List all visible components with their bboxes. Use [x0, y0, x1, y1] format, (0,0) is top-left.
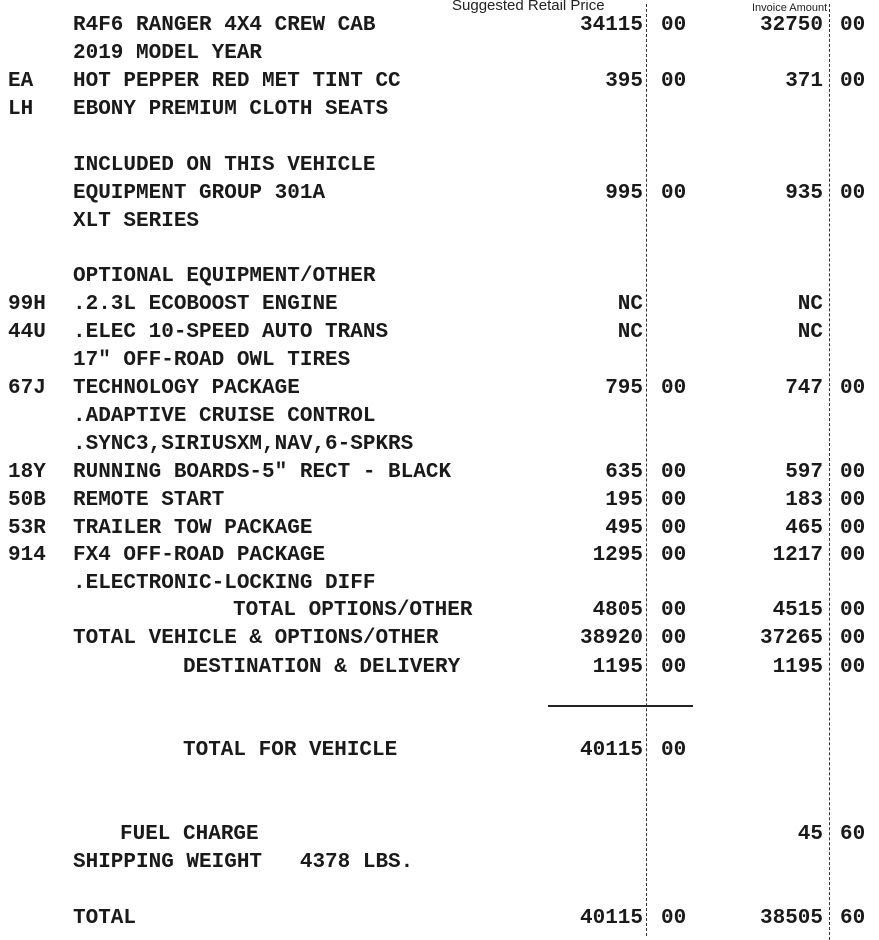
- shipping-weight-row: [0, 849, 879, 877]
- retail-cents: 00: [661, 544, 687, 567]
- line-item: [0, 459, 879, 487]
- item-description: EQUIPMENT GROUP 301A: [73, 182, 326, 205]
- line-item: [0, 68, 879, 96]
- item-description: RUNNING BOARDS-5" RECT - BLACK: [73, 461, 452, 484]
- option-code: 914: [8, 544, 46, 567]
- retail-price-header: Suggested Retail Price: [452, 0, 605, 14]
- invoice-dollars: 371: [785, 70, 823, 93]
- invoice-cents: 00: [840, 656, 866, 679]
- line-item: [0, 542, 879, 570]
- item-description: 17" OFF-ROAD OWL TIRES: [73, 349, 351, 372]
- line-item: [0, 515, 879, 543]
- line-item: [0, 375, 879, 403]
- retail-dollars: 4805: [592, 599, 643, 622]
- option-code: LH: [8, 98, 34, 121]
- retail-cents: 00: [661, 599, 687, 622]
- item-description: SHIPPING WEIGHT 4378 LBS.: [73, 851, 414, 874]
- retail-cents: 00: [661, 14, 687, 37]
- invoice-dollars: 747: [785, 377, 823, 400]
- invoice-cents: 00: [840, 461, 866, 484]
- item-description: TRAILER TOW PACKAGE: [73, 517, 313, 540]
- retail-cents: 00: [661, 517, 687, 540]
- retail-dollars: 1295: [592, 544, 643, 567]
- item-description: TOTAL: [73, 907, 137, 930]
- retail-dollars: 195: [605, 489, 643, 512]
- invoice-cents: 00: [840, 182, 866, 205]
- invoice-cents: 60: [840, 907, 866, 930]
- invoice-dollars: 38505: [759, 907, 823, 930]
- line-item: [0, 319, 879, 347]
- retail-cents: 00: [661, 656, 687, 679]
- line-item: [0, 180, 879, 208]
- line-item: [0, 152, 879, 180]
- retail-dollars: 1195: [592, 656, 643, 679]
- grand-total-row: [0, 905, 879, 933]
- invoice-amount-header: Invoice Amount: [752, 2, 828, 14]
- invoice-cents: 00: [840, 14, 866, 37]
- line-item: [0, 96, 879, 124]
- item-description: .ADAPTIVE CRUISE CONTROL: [73, 405, 376, 428]
- total-for-vehicle-row: [0, 737, 879, 765]
- invoice-dollars: 1195: [772, 656, 823, 679]
- invoice-cents: 00: [840, 377, 866, 400]
- invoice-dollars: NC: [797, 321, 823, 344]
- option-code: 50B: [8, 489, 46, 512]
- item-description: .ELEC 10-SPEED AUTO TRANS: [73, 321, 389, 344]
- item-description: .2.3L ECOBOOST ENGINE: [73, 293, 338, 316]
- retail-cents: 00: [661, 461, 687, 484]
- invoice-cents: 00: [840, 544, 866, 567]
- retail-dollars: 38920: [579, 627, 643, 650]
- item-description: FX4 OFF-ROAD PACKAGE: [73, 544, 326, 567]
- line-item: [0, 487, 879, 515]
- retail-dollars: 495: [605, 517, 643, 540]
- subtotal-rule: [548, 705, 693, 707]
- item-description: OPTIONAL EQUIPMENT/OTHER: [73, 265, 376, 288]
- subtotal-row: [0, 625, 879, 653]
- option-code: 53R: [8, 517, 46, 540]
- invoice-dollars: 32750: [759, 14, 823, 37]
- invoice-dollars: NC: [797, 293, 823, 316]
- line-item: [0, 12, 879, 40]
- retail-dollars: 635: [605, 461, 643, 484]
- invoice-cents: 00: [840, 627, 866, 650]
- option-code: 44U: [8, 321, 46, 344]
- item-description: HOT PEPPER RED MET TINT CC: [73, 70, 401, 93]
- subtotal-row: [0, 597, 879, 625]
- option-code: 67J: [8, 377, 46, 400]
- invoice-dollars: 183: [785, 489, 823, 512]
- item-description: EBONY PREMIUM CLOTH SEATS: [73, 98, 389, 121]
- retail-dollars: NC: [617, 321, 643, 344]
- item-description: .ELECTRONIC-LOCKING DIFF: [73, 572, 376, 595]
- line-item: [0, 208, 879, 236]
- invoice-cents: 60: [840, 823, 866, 846]
- invoice-dollars: 1217: [772, 544, 823, 567]
- subtotal-row: [0, 654, 879, 682]
- option-code: EA: [8, 70, 34, 93]
- retail-cents: 00: [661, 70, 687, 93]
- retail-cents: 00: [661, 182, 687, 205]
- option-code: 99H: [8, 293, 46, 316]
- invoice-dollars: 935: [785, 182, 823, 205]
- item-description: .SYNC3,SIRIUSXM,NAV,6-SPKRS: [73, 433, 414, 456]
- line-item: [0, 347, 879, 375]
- retail-dollars: 40115: [579, 907, 643, 930]
- option-code: 18Y: [8, 461, 46, 484]
- line-item: [0, 570, 879, 598]
- retail-dollars: 995: [605, 182, 643, 205]
- invoice-cents: 00: [840, 70, 866, 93]
- retail-dollars: 40115: [579, 739, 643, 762]
- invoice-cents: 00: [840, 517, 866, 540]
- invoice-cents: 00: [840, 489, 866, 512]
- invoice-dollars: 45: [797, 823, 823, 846]
- retail-dollars: NC: [617, 293, 643, 316]
- item-description: 2019 MODEL YEAR: [73, 42, 263, 65]
- retail-cents: 00: [661, 489, 687, 512]
- invoice-cents: 00: [840, 599, 866, 622]
- invoice-dollars: 597: [785, 461, 823, 484]
- item-description: TOTAL FOR VEHICLE: [183, 739, 398, 762]
- fuel-charge-row: [0, 821, 879, 849]
- line-item: [0, 403, 879, 431]
- retail-dollars: 795: [605, 377, 643, 400]
- line-item: [0, 431, 879, 459]
- item-description: FUEL CHARGE: [120, 823, 259, 846]
- item-description: REMOTE START: [73, 489, 225, 512]
- retail-cents: 00: [661, 627, 687, 650]
- item-description: XLT SERIES: [73, 210, 200, 233]
- item-description: TECHNOLOGY PACKAGE: [73, 377, 300, 400]
- line-item: [0, 291, 879, 319]
- item-description: TOTAL OPTIONS/OTHER: [233, 599, 473, 622]
- invoice-dollars: 4515: [772, 599, 823, 622]
- invoice-dollars: 37265: [759, 627, 823, 650]
- line-item: [0, 263, 879, 291]
- invoice-dollars: 465: [785, 517, 823, 540]
- retail-cents: 00: [661, 907, 687, 930]
- retail-cents: 00: [661, 739, 687, 762]
- retail-dollars: 395: [605, 70, 643, 93]
- retail-dollars: 34115: [579, 14, 643, 37]
- retail-cents: 00: [661, 377, 687, 400]
- item-description: TOTAL VEHICLE & OPTIONS/OTHER: [73, 627, 439, 650]
- line-item: [0, 40, 879, 68]
- item-description: INCLUDED ON THIS VEHICLE: [73, 154, 376, 177]
- item-description: DESTINATION & DELIVERY: [183, 656, 461, 679]
- item-description: R4F6 RANGER 4X4 CREW CAB: [73, 14, 376, 37]
